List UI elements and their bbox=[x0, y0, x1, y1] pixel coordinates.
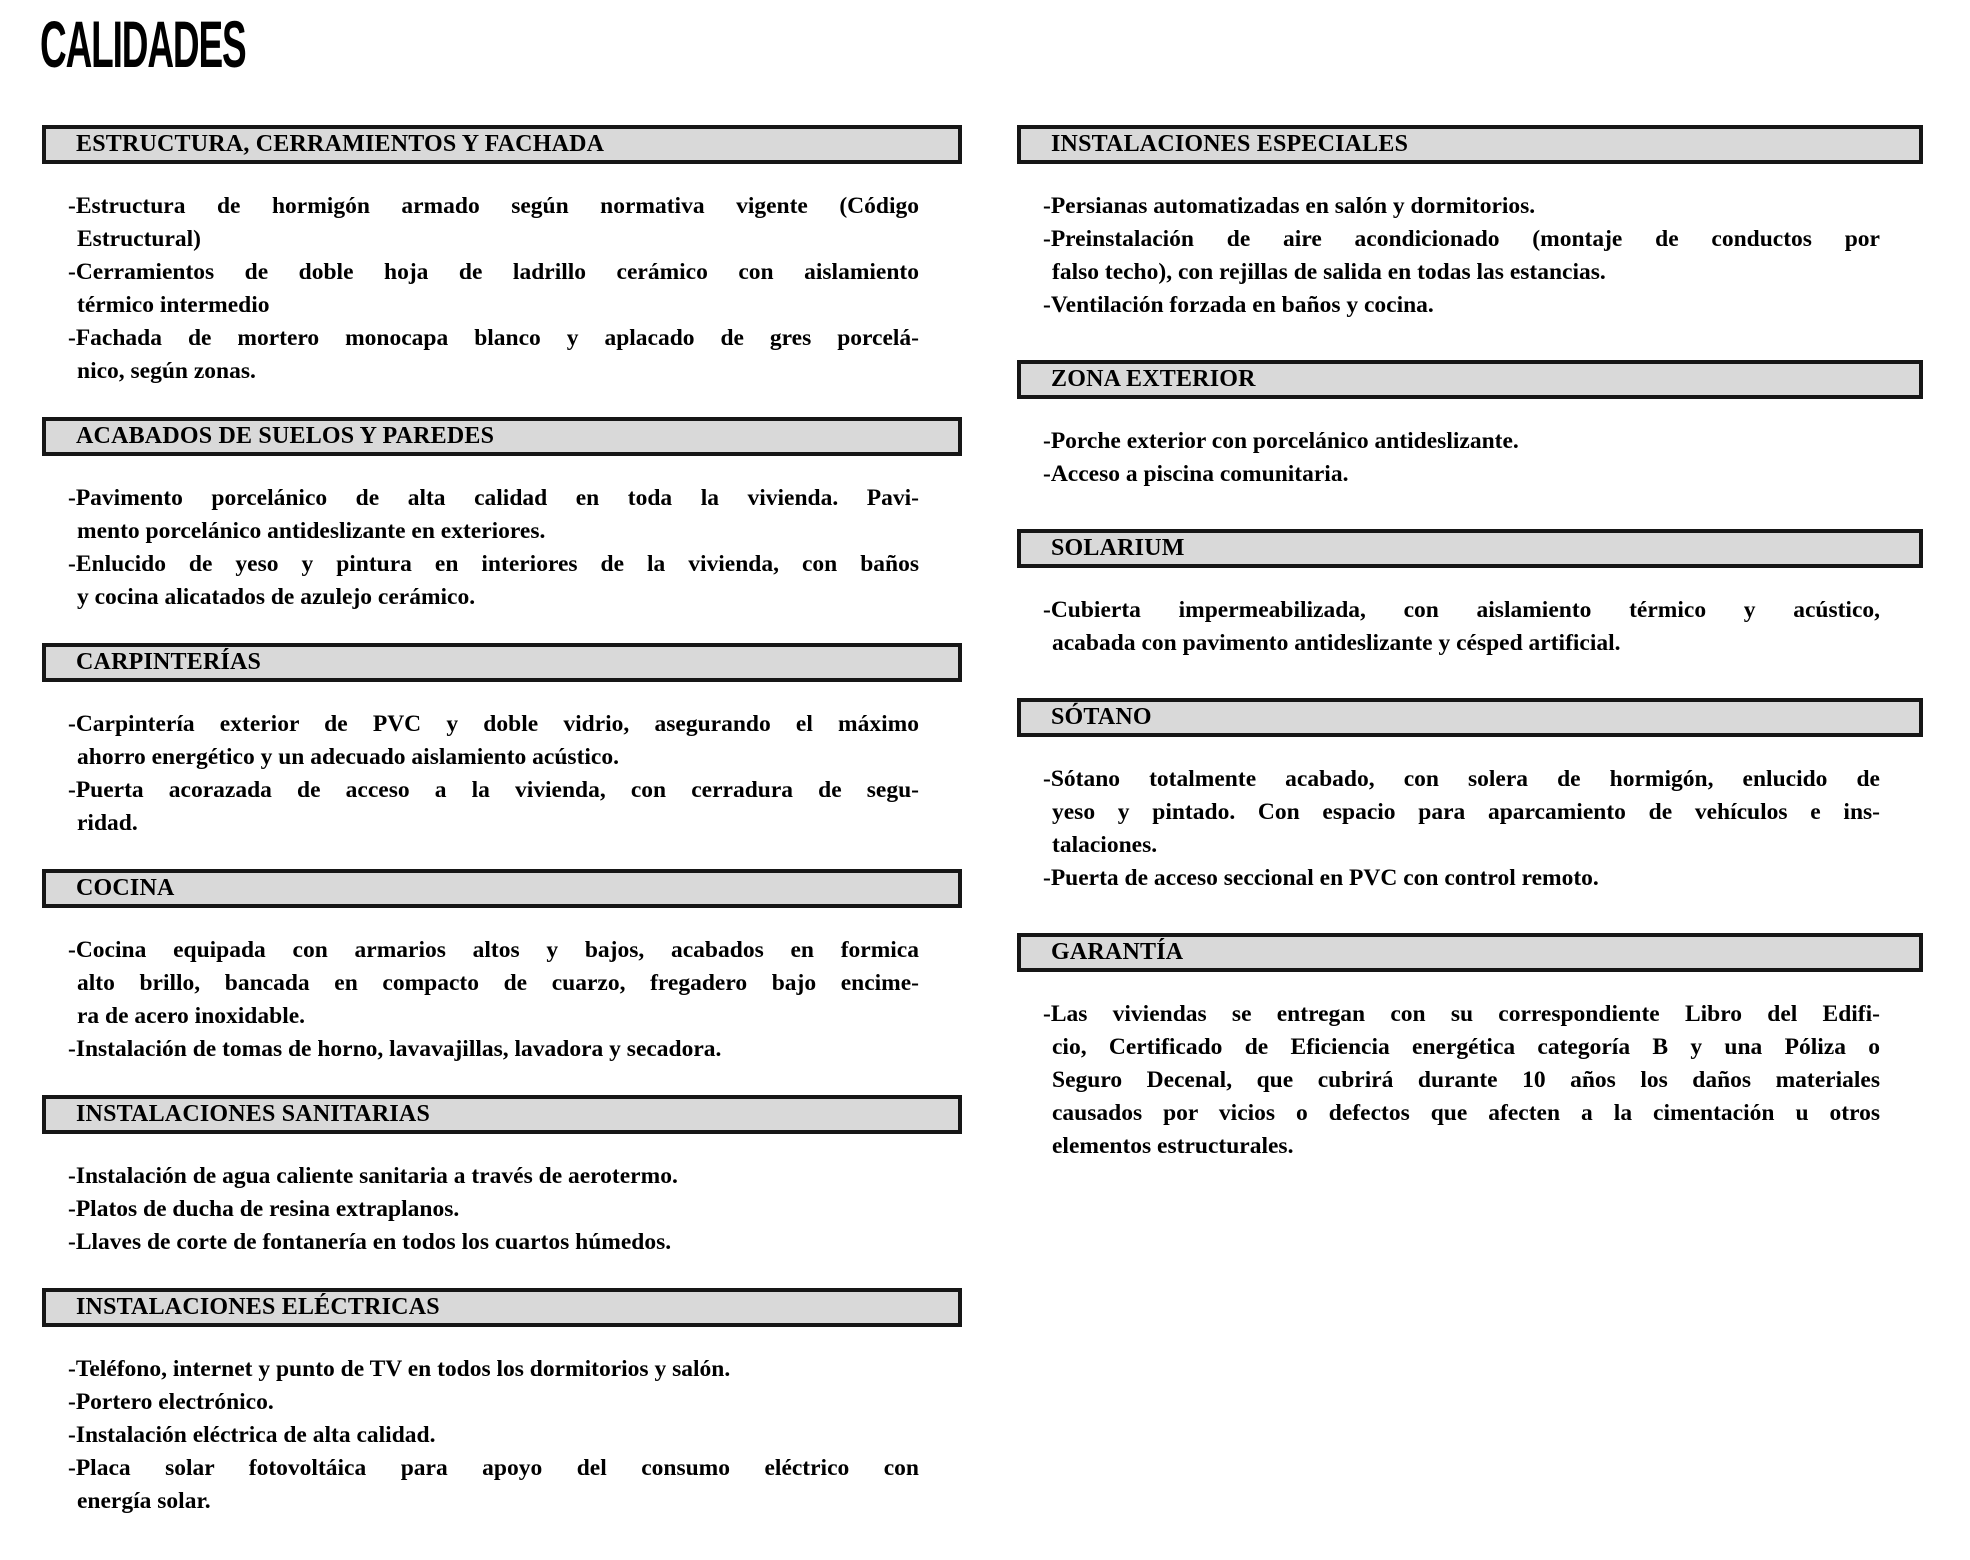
text-line: -Instalación eléctrica de alta calidad. bbox=[68, 1422, 436, 1448]
section-body bbox=[68, 190, 919, 388]
left-column bbox=[42, 125, 962, 1547]
section-acabados-de-suelos-y-paredes bbox=[42, 417, 962, 614]
text-line: -Placa solar fotovoltáica para apoyo del consumo eléctrico con bbox=[68, 1455, 919, 1481]
section-instalaciones-electricas bbox=[42, 1288, 962, 1518]
text-line: -Puerta acorazada de acceso a la vivienda, con cerradura de segu- bbox=[68, 777, 919, 803]
section-body bbox=[1043, 190, 1880, 322]
section-solarium bbox=[1017, 529, 1923, 660]
text-line: y cocina alicatados de azulejo cerámico. bbox=[77, 584, 476, 610]
text-line: falso techo), con rejillas de salida en todas las estancias. bbox=[1052, 259, 1606, 285]
text-line: cio, Certificado de Eficiencia energética categoría B y una Póliza o bbox=[1052, 1034, 1880, 1060]
text-line: -Porche exterior con porcelánico antideslizante. bbox=[1043, 428, 1519, 454]
section-sotano bbox=[1017, 698, 1923, 895]
text-line: elementos estructurales. bbox=[1052, 1133, 1294, 1159]
section-estructura-cerramientos-y-fachada bbox=[42, 125, 962, 388]
text-line: -Enlucido de yeso y pintura en interiores de la vivienda, con baños bbox=[68, 551, 919, 577]
text-line: -Sótano totalmente acabado, con solera de hormigón, enlucido de bbox=[1043, 766, 1880, 792]
section-body bbox=[68, 482, 919, 614]
text-line: térmico intermedio bbox=[77, 292, 270, 318]
text-line: -Instalación de agua caliente sanitaria a través de aerotermo. bbox=[68, 1163, 678, 1189]
text-line: ridad. bbox=[77, 810, 138, 836]
text-line: nico, según zonas. bbox=[77, 358, 256, 384]
text-line: talaciones. bbox=[1052, 832, 1158, 858]
text-line: -Pavimento porcelánico de alta calidad en toda la vivienda. Pavi- bbox=[68, 485, 919, 511]
text-line: -Platos de ducha de resina extraplanos. bbox=[68, 1196, 460, 1222]
text-line: -Las viviendas se entregan con su correspondiente Libro del Edifi- bbox=[1043, 1001, 1880, 1027]
text-line: Estructural) bbox=[77, 226, 202, 252]
section-heading: ESTRUCTURA, CERRAMIENTOS Y FACHADA bbox=[42, 125, 962, 164]
text-line: -Ventilación forzada en baños y cocina. bbox=[1043, 292, 1434, 318]
section-heading: ZONA EXTERIOR bbox=[1017, 360, 1923, 399]
section-heading: INSTALACIONES ESPECIALES bbox=[1017, 125, 1923, 164]
section-body bbox=[68, 1160, 919, 1259]
text-line: -Portero electrónico. bbox=[68, 1389, 274, 1415]
page-title: CALIDADES bbox=[40, 7, 246, 81]
section-heading: CARPINTERÍAS bbox=[42, 643, 962, 682]
text-line: -Llaves de corte de fontanería en todos los cuartos húmedos. bbox=[68, 1229, 672, 1255]
section-heading: INSTALACIONES SANITARIAS bbox=[42, 1095, 962, 1134]
text-line: -Instalación de tomas de horno, lavavajillas, lavadora y secadora. bbox=[68, 1036, 722, 1062]
text-line: -Acceso a piscina comunitaria. bbox=[1043, 461, 1349, 487]
section-instalaciones-sanitarias bbox=[42, 1095, 962, 1259]
section-body bbox=[68, 934, 919, 1066]
text-line: mento porcelánico antideslizante en exteriores. bbox=[77, 518, 546, 544]
right-column bbox=[1017, 125, 1923, 1201]
section-body bbox=[1043, 594, 1880, 660]
text-line: -Preinstalación de aire acondicionado (montaje de conductos por bbox=[1043, 226, 1880, 252]
text-line: -Fachada de mortero monocapa blanco y aplacado de gres porcelá- bbox=[68, 325, 919, 351]
section-heading: SÓTANO bbox=[1017, 698, 1923, 737]
text-line: -Cocina equipada con armarios altos y bajos, acabados en formica bbox=[68, 937, 919, 963]
section-cocina bbox=[42, 869, 962, 1066]
text-line: -Persianas automatizadas en salón y dormitorios. bbox=[1043, 193, 1536, 219]
section-body bbox=[1043, 998, 1880, 1163]
text-line: -Puerta de acceso seccional en PVC con control remoto. bbox=[1043, 865, 1599, 891]
text-line: Seguro Decenal, que cubrirá durante 10 años los daños materiales bbox=[1052, 1067, 1880, 1093]
section-heading: GARANTÍA bbox=[1017, 933, 1923, 972]
text-line: ahorro energético y un adecuado aislamiento acústico. bbox=[77, 744, 619, 770]
section-heading: COCINA bbox=[42, 869, 962, 908]
text-line: causados por vicios o defectos que afecten a la cimentación u otros bbox=[1052, 1100, 1880, 1126]
text-line: energía solar. bbox=[77, 1488, 211, 1514]
text-line: alto brillo, bancada en compacto de cuarzo, fregadero bajo encime- bbox=[77, 970, 919, 996]
text-line: -Carpintería exterior de PVC y doble vidrio, asegurando el máximo bbox=[68, 711, 919, 737]
section-heading: INSTALACIONES ELÉCTRICAS bbox=[42, 1288, 962, 1327]
section-zona-exterior bbox=[1017, 360, 1923, 491]
text-line: ra de acero inoxidable. bbox=[77, 1003, 306, 1029]
text-line: -Cubierta impermeabilizada, con aislamiento térmico y acústico, bbox=[1043, 597, 1880, 623]
section-body bbox=[1043, 425, 1880, 491]
section-carpinterias bbox=[42, 643, 962, 840]
text-line: -Estructura de hormigón armado según normativa vigente (Código bbox=[68, 193, 919, 219]
section-body bbox=[1043, 763, 1880, 895]
section-heading: SOLARIUM bbox=[1017, 529, 1923, 568]
section-heading: ACABADOS DE SUELOS Y PAREDES bbox=[42, 417, 962, 456]
text-line: -Teléfono, internet y punto de TV en todos los dormitorios y salón. bbox=[68, 1356, 731, 1382]
section-body bbox=[68, 1353, 919, 1518]
section-garantia bbox=[1017, 933, 1923, 1163]
text-line: yeso y pintado. Con espacio para aparcamiento de vehículos e ins- bbox=[1052, 799, 1880, 825]
text-line: acabada con pavimento antideslizante y césped artificial. bbox=[1052, 630, 1621, 656]
section-instalaciones-especiales bbox=[1017, 125, 1923, 322]
text-line: -Cerramientos de doble hoja de ladrillo cerámico con aislamiento bbox=[68, 259, 919, 285]
section-body bbox=[68, 708, 919, 840]
